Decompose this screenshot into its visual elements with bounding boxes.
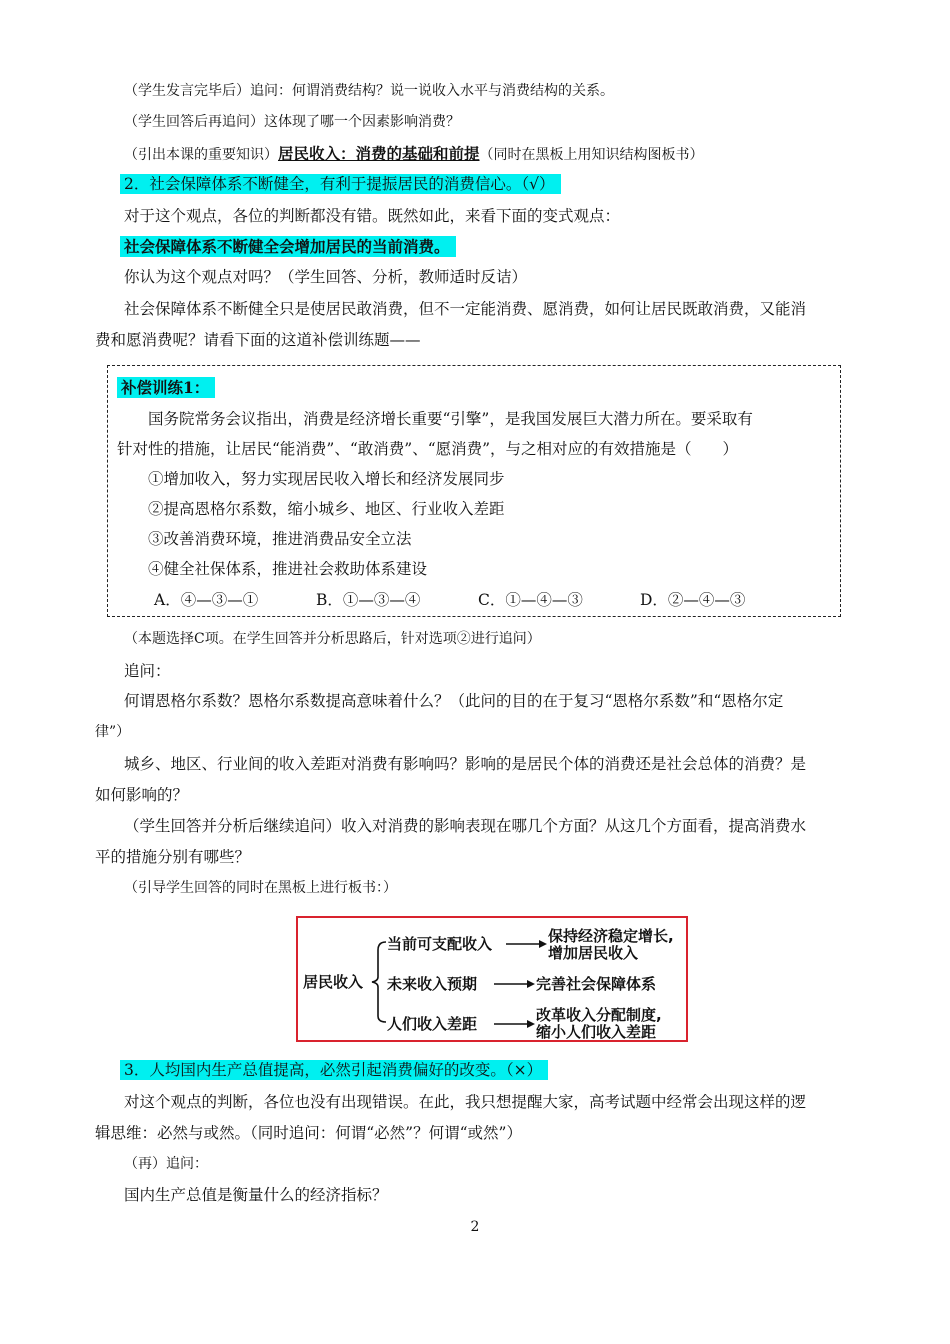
paragraph-line: 辑思维：必然与或然。（同时追问：何谓“必然”？何谓“或然”）	[95, 1124, 522, 1142]
question-item: ④健全社保体系，推进社会救助体系建设	[148, 560, 428, 578]
paragraph-line: 如何影响的？	[95, 786, 189, 804]
diagram-result-3b: 缩小人们收入差距	[536, 1023, 657, 1041]
diagram-branch-3: 人们收入差距	[387, 1015, 478, 1033]
arrow-head-3	[527, 1020, 535, 1028]
question-item: ②提高恩格尔系数，缩小城乡、地区、行业收入差距	[148, 500, 505, 518]
page-number: 2	[470, 1219, 480, 1235]
paragraph-line: （学生回答后再追问）这体现了哪一个因素影响消费？	[124, 114, 460, 130]
section-heading-2	[120, 173, 561, 195]
question-text: 国务院常务会议指出，消费是经济增长重要“引擎”，是我国发展巨大潜力所在。要采取有	[148, 410, 753, 428]
paragraph-line: 对于这个观点，各位的判断都没有错。既然如此，来看下面的变式观点：	[124, 207, 621, 225]
paragraph-line: （引导学生回答的同时在黑板上进行板书：）	[124, 880, 397, 896]
arrow-head-1	[539, 940, 547, 948]
paragraph-line: 何谓恩格尔系数？恩格尔系数提高意味着什么？（此问的目的在于复习“恩格尔系数”和“恩格尔定	[124, 692, 784, 710]
paragraph-line: 律”）	[95, 724, 131, 740]
diagram-result-1b: 增加居民收入	[548, 944, 639, 962]
brace	[372, 942, 386, 1022]
knowledge-diagram	[296, 916, 688, 1042]
paragraph-text: （同时在黑板上用知识结构图板书）	[479, 147, 704, 163]
option-a: A．④—③—①	[154, 591, 259, 609]
paragraph-line: 追问：	[124, 662, 171, 680]
diagram-root: 居民收入	[303, 973, 364, 991]
section-heading-3	[120, 1059, 548, 1081]
paragraph-line: （再）追问：	[124, 1156, 208, 1172]
highlighted-statement: 3．人均国内生产总值提高，必然引起消费偏好的改变。（×）	[120, 1060, 548, 1080]
paragraph-line: 城乡、地区、行业间的收入差距对消费有影响吗？影响的是居民个体的消费还是社会总体的消费？是	[124, 755, 807, 773]
arrow-head-2	[527, 980, 535, 988]
highlighted-statement: 社会保障体系不断健全会增加居民的当前消费。	[120, 236, 456, 257]
paragraph-line: （学生发言完毕后）追问：何谓消费结构？说一说收入水平与消费结构的关系。	[124, 83, 614, 99]
paragraph-line	[124, 143, 704, 166]
option-d: D．②—④—③	[640, 591, 746, 609]
paragraph-line: 平的措施分别有哪些？	[95, 848, 251, 866]
paragraph-line: （学生回答并分析后继续追问）收入对消费的影响表现在哪几个方面？从这几个方面看，提高消费水	[124, 817, 807, 835]
highlighted-title: 补偿训练1：	[117, 377, 215, 398]
paragraph-line: 你认为这个观点对吗？（学生回答、分析，教师适时反诘）	[124, 268, 528, 286]
diagram-result-2: 完善社会保障体系	[536, 975, 657, 993]
diagram-branch-1: 当前可支配收入	[387, 935, 493, 953]
diagram-result-3a: 改革收入分配制度,	[536, 1006, 662, 1024]
variant-statement	[120, 236, 456, 258]
diagram-result-1a: 保持经济稳定增长,	[548, 927, 674, 945]
paragraph-text: （引出本课的重要知识）	[124, 147, 278, 163]
exercise-box	[107, 365, 841, 617]
diagram-branch-2: 未来收入预期	[387, 975, 478, 993]
exercise-title	[117, 377, 215, 399]
question-text: 针对性的措施，让居民“能消费”、“敢消费”、“愿消费”，与之相对应的有效措施是（ ）	[117, 440, 739, 458]
paragraph-line: 费和愿消费呢？请看下面的这道补偿训练题——	[95, 331, 421, 349]
option-b: B．①—③—④	[316, 591, 421, 609]
paragraph-line: 对这个观点的判断，各位也没有出现错误。在此，我只想提醒大家，高考试题中经常会出现这样的逻	[124, 1093, 807, 1111]
question-item: ③改善消费环境，推进消费品安全立法	[148, 530, 412, 548]
paragraph-line: 国内生产总值是衡量什么的经济指标？	[124, 1186, 388, 1204]
paragraph-line: （本题选择C项。在学生回答并分析思路后，针对选项②进行追问）	[124, 631, 541, 647]
option-c: C．①—④—③	[478, 591, 583, 609]
key-knowledge: 居民收入：消费的基础和前提	[278, 144, 480, 163]
paragraph-line: 社会保障体系不断健全只是使居民敢消费，但不一定能消费、愿消费，如何让居民既敢消费，又能消	[124, 300, 807, 318]
question-item: ①增加收入，努力实现居民收入增长和经济发展同步	[148, 470, 505, 488]
highlighted-statement: 2．社会保障体系不断健全，有利于提振居民的消费信心。（√）	[120, 174, 561, 194]
